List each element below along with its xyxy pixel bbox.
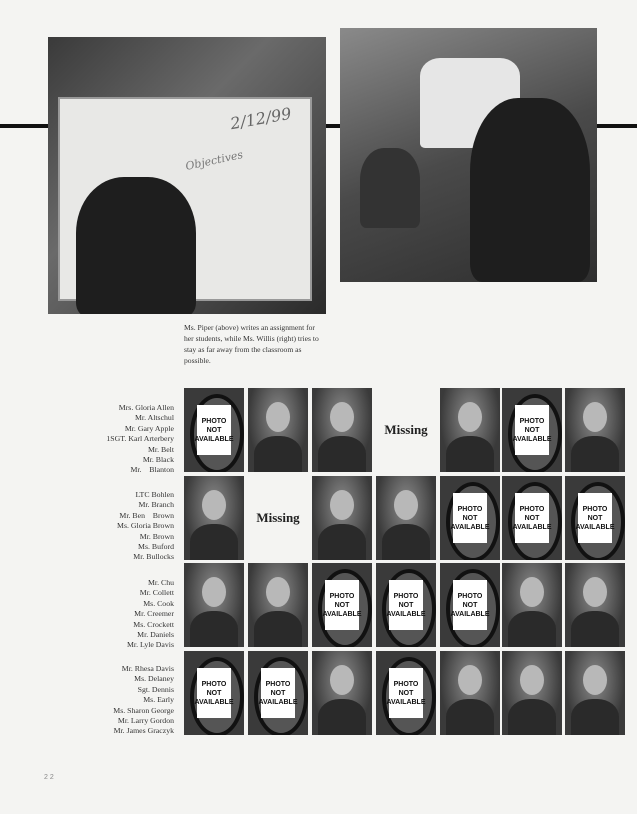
names-group-1 [34, 403, 174, 476]
name: Ms. Crockett [133, 619, 174, 629]
photo-teacher-shirt [340, 28, 597, 282]
missing-photo [376, 388, 436, 472]
photo-placeholder-text: NOT [270, 689, 286, 697]
photo-placeholder-text: NOT [206, 426, 222, 434]
photo-placeholder-text: NOT [462, 514, 478, 522]
name: Mr. Lyle Davis [127, 640, 174, 650]
name: Mr. Creemer [134, 609, 174, 619]
photo-placeholder-text: PHOTO [519, 417, 545, 425]
names-group-3 [34, 578, 174, 651]
staff-portrait [565, 651, 625, 735]
name: Sgt. Dennis [137, 684, 174, 694]
page-number: 22 [44, 774, 56, 781]
name: Mr. Bullocks [133, 552, 174, 562]
photo-not-available [502, 476, 562, 560]
whiteboard-date: 2/12/99 [228, 103, 293, 134]
staff-portrait [312, 388, 372, 472]
photo-placeholder-text: NOT [398, 601, 414, 609]
photo-not-available [565, 476, 625, 560]
staff-portrait [248, 388, 308, 472]
teacher-figure [76, 177, 196, 314]
photo-not-available [376, 651, 436, 735]
right-rule [597, 124, 637, 128]
photo-not-available [312, 563, 372, 647]
name: Mr. Ben Brown [119, 510, 174, 520]
photo-not-available [376, 563, 436, 647]
missing-label: Missing [384, 422, 428, 437]
photo-not-available [440, 563, 500, 647]
middle-rule [326, 124, 340, 128]
background-figure [360, 148, 420, 228]
photo-placeholder-text: NOT [524, 426, 540, 434]
name: Mr. Rhesa Davis [121, 664, 174, 673]
photo-placeholder-text: AVAILABLE [450, 610, 490, 618]
photo-not-available [184, 651, 244, 735]
left-rule [0, 124, 48, 128]
photo-placeholder-text: NOT [398, 689, 414, 697]
photo-placeholder-text: PHOTO [457, 505, 483, 513]
missing-label: Missing [256, 510, 300, 525]
photo-placeholder-text: AVAILABLE [512, 435, 552, 443]
photo-not-available [248, 651, 308, 735]
whiteboard-word: Objectives [184, 148, 245, 173]
names-group-2 [34, 490, 174, 563]
name: Mr. Blanton [130, 465, 174, 475]
staff-portrait [565, 388, 625, 472]
photo-placeholder-text: AVAILABLE [386, 610, 426, 618]
name: Mr. Altschul [135, 413, 174, 423]
staff-portrait [440, 651, 500, 735]
staff-portrait [565, 563, 625, 647]
staff-portrait [312, 476, 372, 560]
photo-placeholder-text: AVAILABLE [575, 523, 615, 531]
names-group-4 [34, 664, 174, 737]
staff-portrait [502, 563, 562, 647]
name: Ms. Early [143, 695, 174, 705]
photo-placeholder-text: PHOTO [201, 417, 227, 425]
photo-placeholder-text: AVAILABLE [386, 698, 426, 706]
photo-placeholder-text: PHOTO [457, 592, 483, 600]
photo-placeholder-text: PHOTO [582, 505, 608, 513]
photo-not-available [502, 388, 562, 472]
name: 1SGT. Karl Arterbery [106, 434, 174, 444]
photo-placeholder-text: NOT [587, 514, 603, 522]
photo-placeholder-text: NOT [524, 514, 540, 522]
photo-not-available [184, 388, 244, 472]
missing-photo [248, 476, 308, 560]
name: Mrs. Gloria Allen [118, 403, 174, 412]
name: Mr. Branch [138, 500, 174, 510]
name: Mr. Gary Apple [124, 423, 174, 433]
name: Mr. Belt [148, 444, 174, 454]
name: LTC Bohlen [135, 490, 174, 499]
name: Mr. Black [142, 455, 174, 465]
name: Mr. Larry Gordon [117, 716, 174, 726]
name: Mr. Chu [148, 578, 174, 587]
staff-portrait [184, 476, 244, 560]
photo-placeholder-text: PHOTO [393, 592, 419, 600]
name: Mr. Daniels [137, 630, 174, 640]
staff-portrait [248, 563, 308, 647]
photo-placeholder-text: NOT [462, 601, 478, 609]
staff-portrait [184, 563, 244, 647]
photo-placeholder-text: AVAILABLE [258, 698, 298, 706]
photo-placeholder-text: AVAILABLE [194, 435, 234, 443]
name: Ms. Gloria Brown [117, 521, 174, 531]
photo-not-available [440, 476, 500, 560]
name: Mr. Brown [139, 531, 174, 541]
staff-portrait [502, 651, 562, 735]
name: Ms. Cook [143, 598, 174, 608]
staff-portrait [312, 651, 372, 735]
photo-placeholder-text: PHOTO [393, 680, 419, 688]
photo-placeholder-text: AVAILABLE [194, 698, 234, 706]
photo-placeholder-text: NOT [334, 601, 350, 609]
photo-placeholder-text: PHOTO [519, 505, 545, 513]
photo-placeholder-text: PHOTO [265, 680, 291, 688]
name: Mr. James Graczyk [113, 726, 174, 736]
photo-placeholder-text: PHOTO [201, 680, 227, 688]
name: Ms. Buford [138, 542, 174, 552]
photo-placeholder-text: NOT [206, 689, 222, 697]
photo-teacher-whiteboard [48, 37, 326, 314]
teacher-figure-right [470, 98, 590, 282]
photo-placeholder-text: AVAILABLE [450, 523, 490, 531]
photo-placeholder-text: AVAILABLE [512, 523, 552, 531]
name: Ms. Sharon George [113, 705, 174, 715]
name: Mr. Collett [139, 588, 174, 598]
staff-portrait [440, 388, 500, 472]
photo-placeholder-text: AVAILABLE [322, 610, 362, 618]
staff-portrait [376, 476, 436, 560]
name: Ms. Delaney [134, 674, 174, 684]
photo-caption: Ms. Piper (above) writes an assignment for her students, while Ms. Willis (right) tries to stay as far away from the classroom as possible. [184, 323, 319, 365]
photo-placeholder-text: PHOTO [329, 592, 355, 600]
